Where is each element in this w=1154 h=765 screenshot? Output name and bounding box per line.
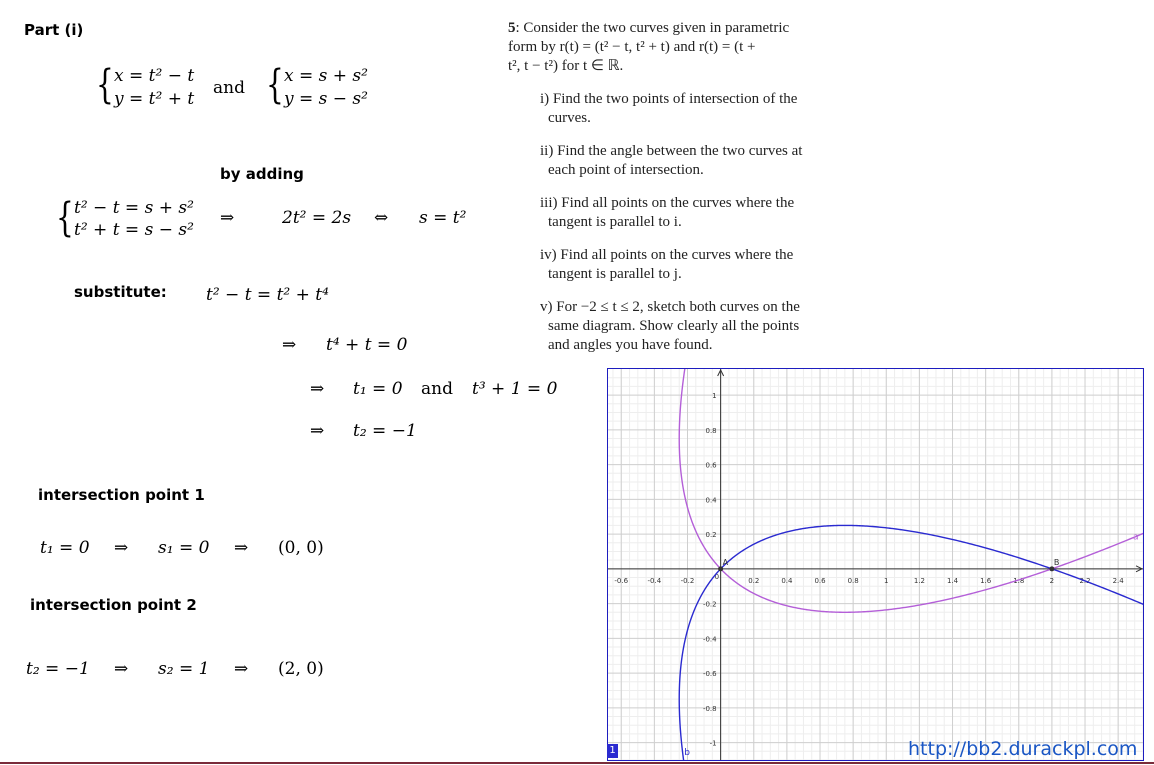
point-a xyxy=(718,566,723,571)
question-v-line2: same diagram. Show clearly all the points xyxy=(548,318,800,334)
intersection-point-1-label: intersection point 1 xyxy=(38,486,205,504)
question-iii-line1: iii) Find all points on the curves where the xyxy=(540,195,795,211)
y-tick-label: 0.8 xyxy=(705,426,717,435)
intro-text-1: : Consider the two curves given in parametric xyxy=(515,20,790,36)
y-tick-label: -0.8 xyxy=(702,704,717,713)
step2-arrow: ⇒ xyxy=(310,379,325,399)
substitute-label: substitute: xyxy=(74,283,167,301)
problem-statement xyxy=(508,19,853,359)
ip1-s: s₁ = 0 xyxy=(158,538,210,558)
by-adding-label: by adding xyxy=(220,165,304,183)
question-iv-line1: iv) Find all points on the curves where the xyxy=(540,247,794,263)
step3-eq: t₂ = −1 xyxy=(353,421,417,441)
and-word: and xyxy=(213,78,245,98)
y-tick-label: -0.4 xyxy=(702,635,717,644)
watermark-url: http://bb2.durackpl.com xyxy=(908,738,1138,760)
substitute-eq: t² − t = t² + t⁴ xyxy=(206,285,329,305)
step2-eq1: t₁ = 0 xyxy=(353,379,403,399)
added-row2: t² + t = s − s² xyxy=(74,220,194,240)
parametric-curves-chart xyxy=(608,369,1143,760)
step1-eq: t⁴ + t = 0 xyxy=(326,335,408,355)
eq-2t2: 2t² = 2s xyxy=(282,208,352,228)
question-i-line1: i) Find the two points of intersection of the xyxy=(540,91,798,107)
point-b xyxy=(1049,566,1054,571)
left-brace-1: { xyxy=(96,62,114,108)
curve1-x-eq: x = t² − t xyxy=(114,66,195,86)
x-tick-label: -0.2 xyxy=(680,576,695,585)
graph-panel xyxy=(607,368,1144,761)
x-tick-label: 1 xyxy=(884,576,889,585)
x-tick-label: 0.4 xyxy=(781,576,793,585)
ip1-point: (0, 0) xyxy=(278,538,324,558)
step1-arrow: ⇒ xyxy=(282,335,297,355)
problem-intro-line1 xyxy=(508,19,789,38)
eq-s-t2: s = t² xyxy=(419,208,467,228)
x-tick-label: 1.2 xyxy=(913,576,925,585)
problem-intro-line3: t², t − t²) for t ∈ ℝ. xyxy=(508,58,624,74)
x-tick-label: 2.4 xyxy=(1112,576,1124,585)
question-v-line1: v) For −2 ≤ t ≤ 2, sketch both curves on the xyxy=(540,299,800,315)
page-number-badge: 1 xyxy=(607,744,618,758)
problem-number: 5 xyxy=(508,20,516,36)
question-iii-line2: tangent is parallel to i. xyxy=(548,214,682,230)
part-title: Part (i) xyxy=(24,21,84,39)
curve-b-label: b xyxy=(684,748,690,758)
x-tick-label: 1.8 xyxy=(1013,576,1025,585)
problem-intro-line2: form by r(t) = (t² − t, t² + t) and r(t) = (t + xyxy=(508,39,756,55)
y-tick-label: 0.6 xyxy=(705,461,717,470)
question-ii-line1: ii) Find the angle between the two curves at xyxy=(540,143,803,159)
x-tick-label: -0.6 xyxy=(614,576,629,585)
ip2-t: t₂ = −1 xyxy=(26,659,90,679)
y-tick-label: -0.2 xyxy=(702,600,717,609)
y-tick-label: -1 xyxy=(709,739,717,748)
x-tick-label: 2 xyxy=(1049,576,1055,585)
x-tick-label: -0.4 xyxy=(647,576,662,585)
step2-eq2: t³ + 1 = 0 xyxy=(472,379,558,399)
y-tick-label: -0.6 xyxy=(702,670,717,679)
parametric-system xyxy=(96,62,396,114)
x-tick-label: 0.8 xyxy=(847,576,859,585)
x-tick-label: 2.2 xyxy=(1079,576,1091,585)
x-tick-label: 1.6 xyxy=(980,576,992,585)
added-system xyxy=(56,195,486,245)
question-iv-line2: tangent is parallel to j. xyxy=(548,266,682,282)
question-i-line2: curves. xyxy=(548,110,591,126)
added-row1: t² − t = s + s² xyxy=(74,198,194,218)
step3-arrow: ⇒ xyxy=(310,421,325,441)
step2-and: and xyxy=(421,379,453,399)
question-ii-line2: each point of intersection. xyxy=(548,162,704,178)
y-tick-label: 0.4 xyxy=(705,496,717,505)
ip1-t: t₁ = 0 xyxy=(40,538,90,558)
ip2-arrow2: ⇒ xyxy=(234,659,249,679)
curve2-x-eq: x = s + s² xyxy=(284,66,368,86)
ip2-arrow1: ⇒ xyxy=(114,659,129,679)
origin-label: 0 xyxy=(714,572,720,581)
x-tick-label: 0.2 xyxy=(748,576,760,585)
curve1-y-eq: y = t² + t xyxy=(114,89,195,109)
left-brace-3: { xyxy=(56,195,74,241)
x-tick-label: 1.4 xyxy=(946,576,959,585)
point-label-a: A xyxy=(722,557,729,567)
bottom-rule xyxy=(0,762,1154,764)
x-tick-label: 0.6 xyxy=(814,576,826,585)
curve-a-label: a xyxy=(1133,532,1139,543)
ip1-arrow2: ⇒ xyxy=(234,538,249,558)
y-tick-label: 1 xyxy=(712,392,717,401)
ip2-point: (2, 0) xyxy=(278,659,324,679)
intersection-point-2-label: intersection point 2 xyxy=(30,596,197,614)
ip1-arrow1: ⇒ xyxy=(114,538,129,558)
left-brace-2: { xyxy=(266,62,284,108)
point-label-b: B xyxy=(1053,557,1060,567)
y-tick-label: 0.2 xyxy=(705,531,717,540)
implies-arrow: ⇒ xyxy=(220,208,235,228)
curve2-y-eq: y = s − s² xyxy=(284,89,368,109)
ip2-s: s₂ = 1 xyxy=(158,659,210,679)
iff-arrow: ⇔ xyxy=(374,208,389,228)
question-v-line3: and angles you have found. xyxy=(548,337,713,353)
